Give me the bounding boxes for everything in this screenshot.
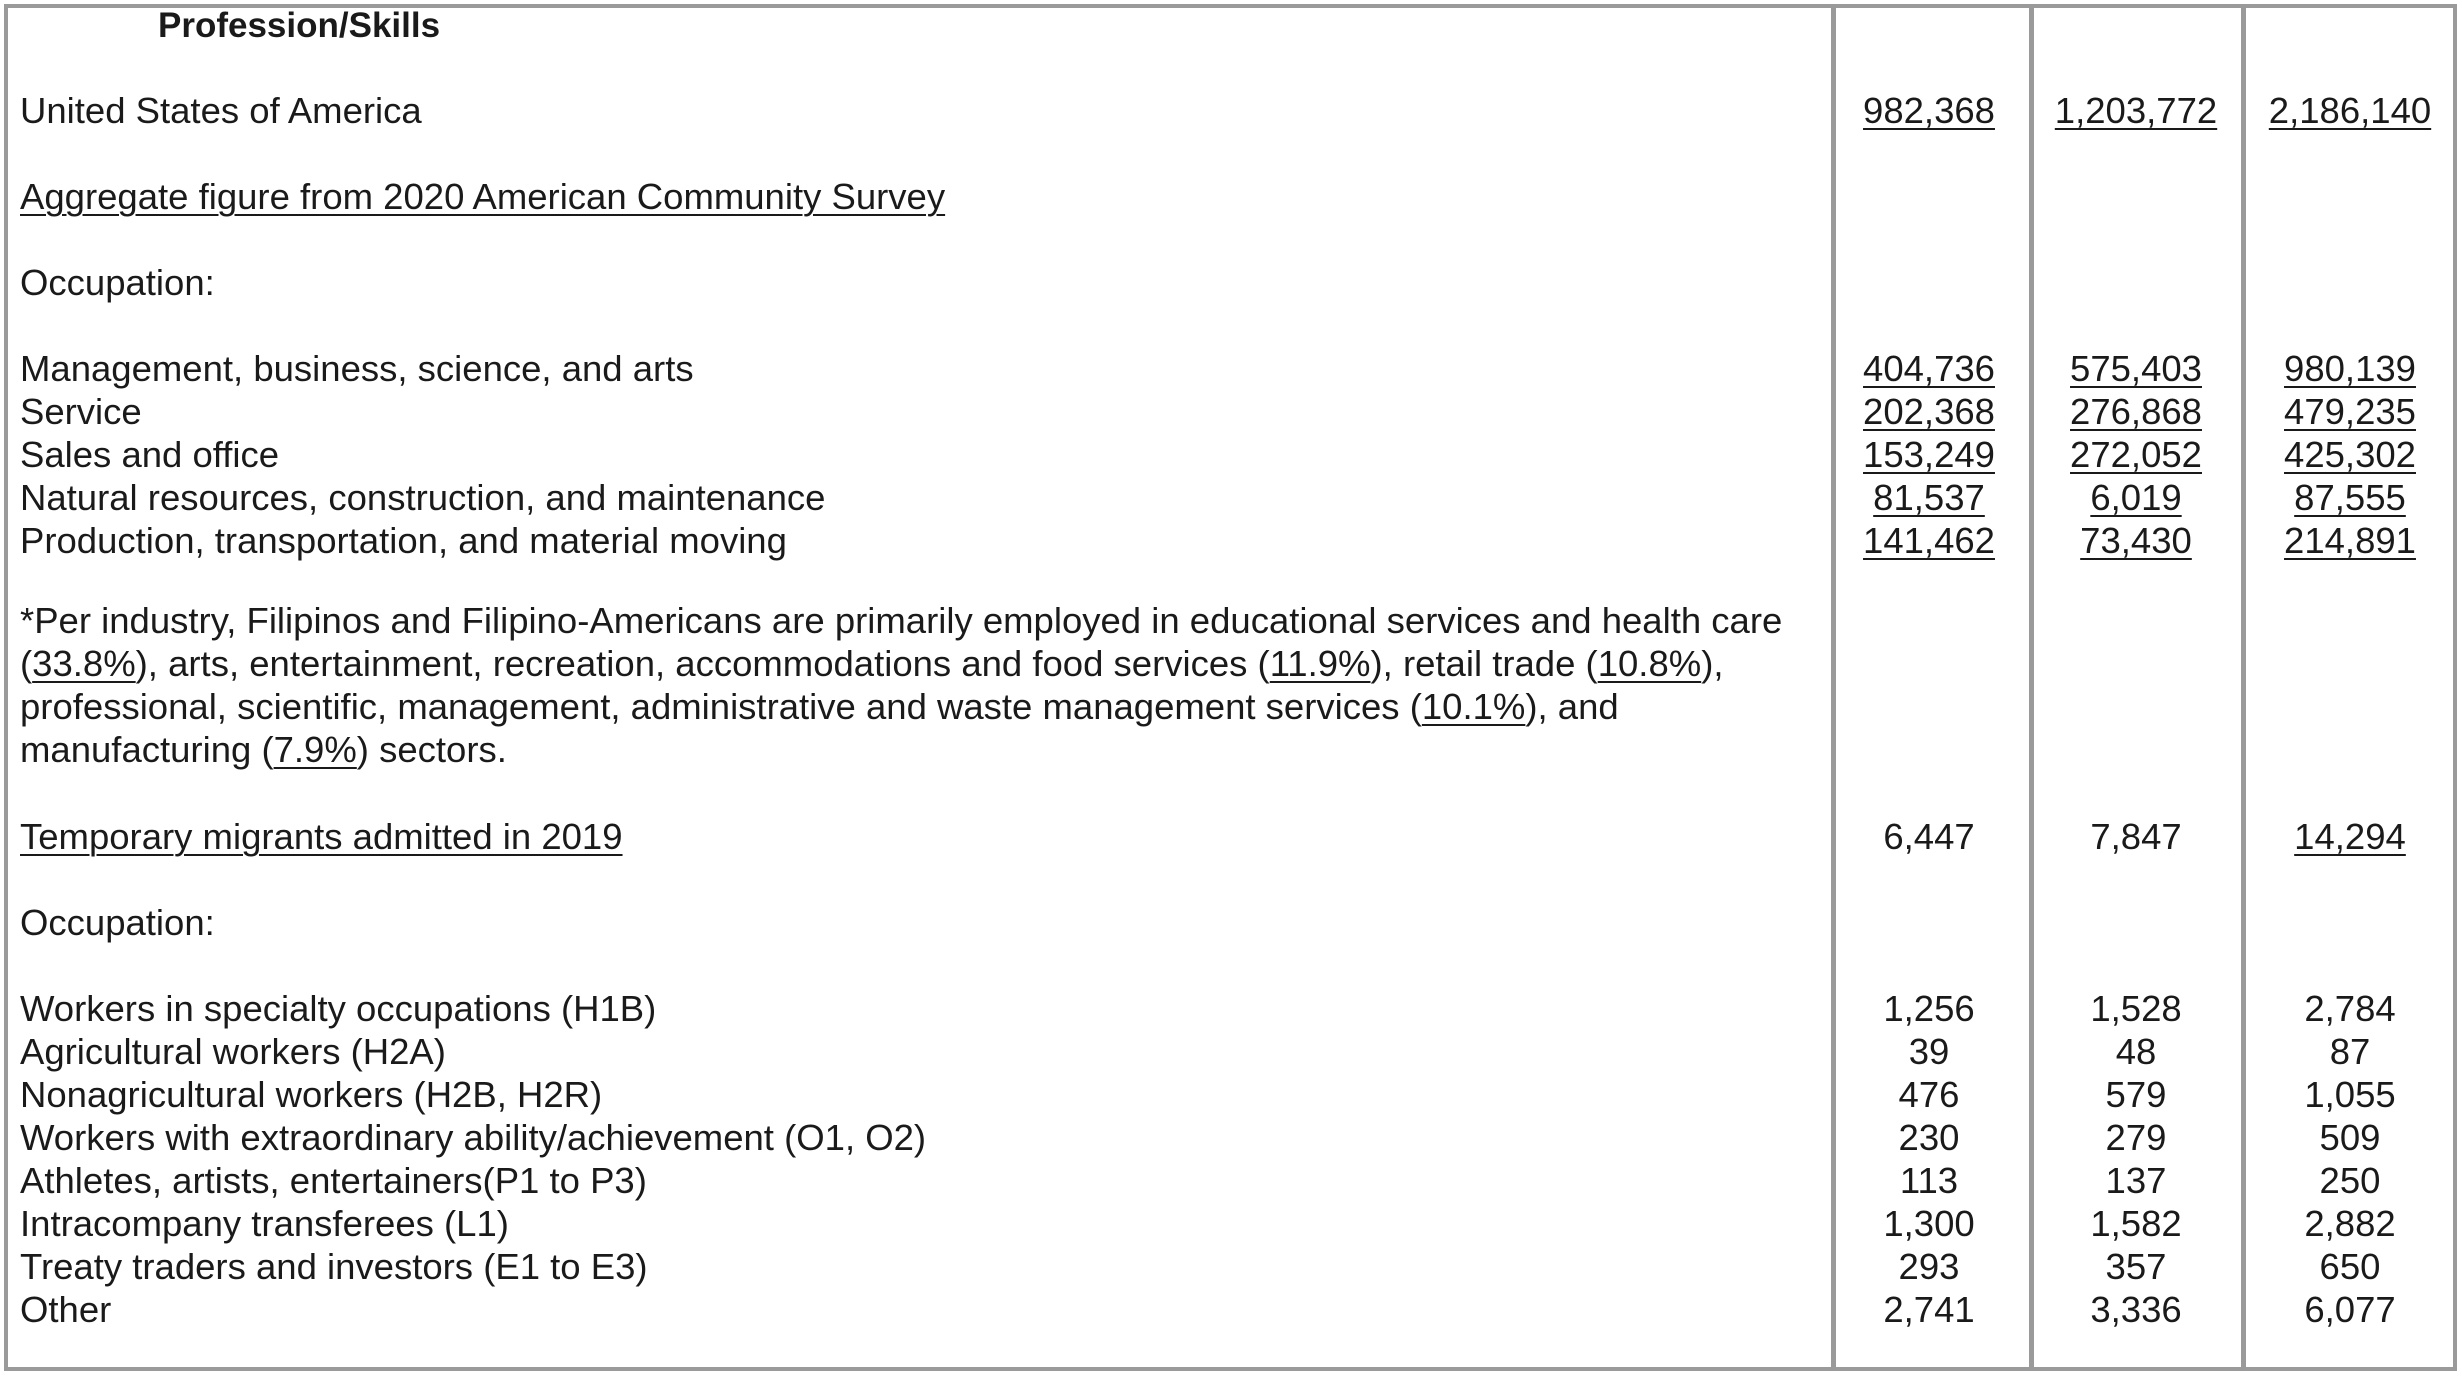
temporary-value: 6,447	[1883, 816, 1975, 857]
temp-occupation-value: 113	[1899, 1160, 1959, 1201]
temp-occupation-value: 3,336	[2090, 1289, 2182, 1330]
occupation-heading: Occupation:	[20, 902, 215, 943]
temp-occupation-value: 2,741	[1883, 1289, 1975, 1330]
temp-occupation-value: 1,300	[1883, 1203, 1975, 1244]
acs-occupation-label: Management, business, science, and arts	[20, 348, 694, 389]
aggregate-label: Aggregate figure from 2020 American Community Survey	[20, 176, 946, 217]
temp-occupation-label: Athletes, artists, entertainers(P1 to P3)	[20, 1160, 647, 1201]
acs-occupation-value: 87,555	[2294, 477, 2406, 518]
column-divider	[2241, 4, 2246, 1371]
acs-occupation-label: Sales and office	[20, 434, 280, 475]
acs-occupation-label: Natural resources, construction, and maintenance	[20, 477, 826, 518]
acs-occupation-label: Production, transportation, and material moving	[20, 520, 787, 561]
temp-occupation-value: 357	[2105, 1246, 2167, 1287]
country-label: United States of America	[20, 90, 422, 131]
temp-occupation-value: 2,784	[2304, 988, 2396, 1029]
acs-occupation-value: 276,868	[2070, 391, 2202, 432]
acs-occupation-value: 575,403	[2070, 348, 2202, 389]
temp-occupation-value: 579	[2105, 1074, 2167, 1115]
acs-occupation-value: 141,462	[1863, 520, 1995, 561]
temp-occupation-value: 137	[2105, 1160, 2167, 1201]
industry-note	[20, 599, 1820, 771]
temp-occupation-value: 250	[2319, 1160, 2381, 1201]
note-percent: 11.9%	[1269, 643, 1371, 684]
acs-occupation-value: 73,430	[2080, 520, 2192, 561]
acs-occupation-value: 980,139	[2284, 348, 2416, 389]
temp-occupation-value: 476	[1898, 1074, 1960, 1115]
temp-occupation-value: 2,882	[2304, 1203, 2396, 1244]
occupation-heading: Occupation:	[20, 262, 215, 303]
temp-occupation-value: 293	[1898, 1246, 1960, 1287]
acs-occupation-value: 404,736	[1863, 348, 1995, 389]
country-value: 982,368	[1863, 90, 1995, 131]
temp-occupation-label: Other	[20, 1289, 112, 1330]
temp-occupation-value: 279	[2105, 1117, 2167, 1158]
temp-occupation-label: Intracompany transferees (L1)	[20, 1203, 509, 1244]
note-percent: 10.8%	[1597, 643, 1702, 684]
acs-occupation-value: 202,368	[1863, 391, 1995, 432]
temp-occupation-value: 39	[1908, 1031, 1950, 1072]
acs-occupation-value: 425,302	[2284, 434, 2416, 475]
note-percent: 10.1%	[1421, 686, 1526, 727]
note-text: ), and manufacturing (	[20, 686, 1619, 770]
temp-occupation-value: 1,055	[2304, 1074, 2396, 1115]
temp-occupation-value: 230	[1898, 1117, 1960, 1158]
temp-occupation-value: 48	[2115, 1031, 2157, 1072]
country-value: 1,203,772	[2054, 90, 2218, 131]
acs-occupation-value: 153,249	[1863, 434, 1995, 475]
column-divider	[1831, 4, 1836, 1371]
note-text: ) sectors.	[356, 729, 507, 770]
column-divider	[2029, 4, 2034, 1371]
temp-occupation-value: 1,528	[2090, 988, 2182, 1029]
section-title: Profession/Skills	[158, 6, 441, 45]
acs-occupation-value: 479,235	[2284, 391, 2416, 432]
temp-occupation-value: 6,077	[2304, 1289, 2396, 1330]
acs-occupation-value: 214,891	[2284, 520, 2416, 561]
country-value: 2,186,140	[2268, 90, 2432, 131]
temp-occupation-value: 1,256	[1883, 988, 1975, 1029]
temporary-label: Temporary migrants admitted in 2019	[20, 816, 623, 857]
note-text: ), arts, entertainment, recreation, accommodations and food services (	[135, 643, 1270, 684]
note-percent: 7.9%	[273, 729, 357, 770]
temp-occupation-label: Workers in specialty occupations (H1B)	[20, 988, 657, 1029]
note-text: *Per industry, Filipinos and Filipino-Americans are primarily employed in educational services and health care (	[20, 600, 1783, 684]
acs-occupation-value: 272,052	[2070, 434, 2202, 475]
temporary-value: 7,847	[2090, 816, 2182, 857]
temp-occupation-label: Workers with extraordinary ability/achievement (O1, O2)	[20, 1117, 927, 1158]
acs-occupation-value: 6,019	[2090, 477, 2182, 518]
note-text: ), retail trade (	[1370, 643, 1598, 684]
temp-occupation-value: 1,582	[2090, 1203, 2182, 1244]
temporary-value: 14,294	[2294, 816, 2406, 857]
note-percent: 33.8%	[32, 643, 136, 684]
acs-occupation-label: Service	[20, 391, 142, 432]
temp-occupation-value: 509	[2319, 1117, 2381, 1158]
temp-occupation-label: Agricultural workers (H2A)	[20, 1031, 446, 1072]
note-text: ), professional, scientific, management, administrative and waste management services (	[20, 643, 1724, 727]
acs-occupation-value: 81,537	[1873, 477, 1985, 518]
temp-occupation-label: Treaty traders and investors (E1 to E3)	[20, 1246, 648, 1287]
temp-occupation-label: Nonagricultural workers (H2B, H2R)	[20, 1074, 603, 1115]
temp-occupation-value: 87	[2329, 1031, 2371, 1072]
temp-occupation-value: 650	[2319, 1246, 2381, 1287]
